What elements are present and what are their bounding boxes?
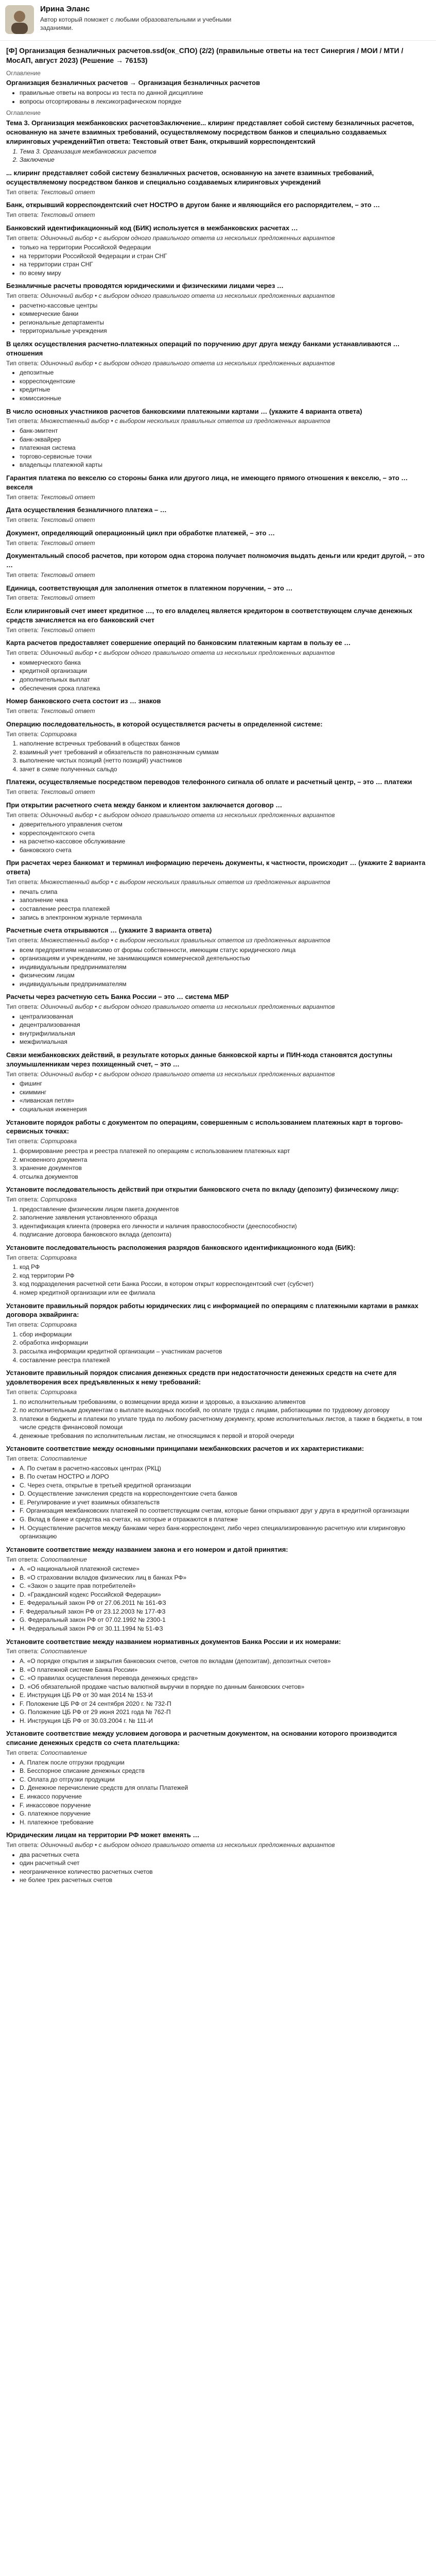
answer-option: • скимминг [20, 1088, 430, 1097]
answer-option: 2. заполнение заявления установленного образца [20, 1213, 430, 1222]
answer-option: 1. сбор информации [20, 1330, 430, 1339]
question-text: Установите соответствие между названием закона и его номером и датой принятия: [6, 1545, 288, 1553]
answer-option: • децентрализованная [20, 1021, 430, 1029]
question-block [6, 407, 430, 469]
answer-option: • В. «О платежной системе Банка России» [20, 1666, 430, 1674]
toc-caption: Оглавление [6, 69, 41, 77]
answer-type [6, 571, 430, 580]
question-text: Безналичные расчеты проводятся юридическими и физическими лицами через … [6, 282, 284, 290]
answer-options [6, 820, 430, 854]
answer-options [6, 1464, 430, 1541]
answer-option: • по всему миру [20, 269, 430, 278]
answer-option: • неограниченное количество расчетных счетов [20, 1868, 430, 1876]
answer-type [6, 1388, 430, 1397]
question-block [6, 1118, 430, 1181]
answer-option: • кредитные [20, 385, 430, 394]
question-block [6, 168, 430, 196]
answer-option: • индивидуальным предпринимателям [20, 963, 430, 972]
answer-type-value: Сортировка [40, 1321, 77, 1329]
answer-type-value: Сортировка [40, 1138, 77, 1145]
toc-list-item[interactable]: 1. Тема 3. Организация межбанковских расчетов [20, 147, 430, 156]
question-text: При открытии расчетного счета между банком и клиентом заключается договор … [6, 801, 283, 809]
question-text: Номер банковского счета состоит из … знаков [6, 697, 161, 705]
answer-option: 4. номер кредитной организации или ее филиала [20, 1289, 430, 1297]
answer-option: • E. Регулирование и учет взаимных обязательств [20, 1498, 430, 1507]
question-text: Установите соответствие между условием договора и расчетным документом, на основании которого производится списание денежных средств со счета плательщика: [6, 1730, 397, 1747]
answer-option: 2. взаимный учет требований и обязательств по равнозначным суммам [20, 748, 430, 757]
answer-option: • С. «Закон о защите прав потребителей» [20, 1582, 430, 1590]
answer-option: • обеспечения срока платежа [20, 684, 430, 693]
answer-type-value: Сортировка [40, 730, 77, 738]
question-block [6, 1185, 430, 1239]
question-text: Установите правильный порядок работы юридических лиц с информацией по операциям с платежными картами в рамках договора эквайринга: [6, 1301, 418, 1319]
answer-option: • дополнительных выплат [20, 675, 430, 684]
answer-option: 3. платежи в бюджеты и платежи по уплате труда по любому расчетному документу, кроме исполнительных листов, а также в бюджеты, в том числе средств финансовой помощи [20, 1415, 430, 1432]
answer-type-value: Текстовый ответ [40, 493, 95, 501]
answer-options [6, 1330, 430, 1364]
answer-option: 4. подписание договора банковского вклада (депозита) [20, 1230, 430, 1239]
answer-type-value: Одиночный выбор • с выбором одного правильного ответа из нескольких предложенных вариантов [40, 1070, 335, 1078]
answer-type-value: Текстовый ответ [40, 594, 95, 602]
answer-option: • В. Бесспорное списание денежных средств [20, 1767, 430, 1775]
answer-option: • расчетно-кассовые центры [20, 301, 430, 310]
question-block [6, 505, 430, 524]
answer-type-value: Текстовый ответ [40, 539, 95, 547]
answer-option: • кредитной организации [20, 667, 430, 675]
toc-list-item[interactable]: • правильные ответы на вопросы из теста по данной дисциплине [20, 89, 430, 97]
answer-options [6, 1012, 430, 1046]
answer-option: 2. код территории РФ [20, 1272, 430, 1280]
answer-type [6, 730, 430, 739]
answer-option: • С. «О правилах осуществления перевода денежных средств» [20, 1674, 430, 1683]
question-text: Расчеты через расчетную сеть Банка России – это … система МБР [6, 993, 229, 1001]
question-block [6, 281, 430, 335]
answer-type [6, 788, 430, 796]
answer-type-value: Сопоставление [40, 1555, 87, 1563]
answer-option: • G. Вклад в банке и средства на счетах, на которые и отражаются в платеже [20, 1515, 430, 1524]
answer-option: • E. инкассо поручение [20, 1792, 430, 1801]
question-block [6, 224, 430, 278]
answer-option: • только на территории Российской Федерации [20, 243, 430, 252]
answer-option: 1. наполнение встречных требований в обществах банков [20, 739, 430, 748]
answer-option: 4. отсылка документов [20, 1173, 430, 1181]
answer-type-label: Тип ответа: [6, 359, 41, 367]
question-block [6, 1729, 430, 1826]
question-block [6, 529, 430, 547]
answer-option: 1. формирование реестра и реестра платежей по операциям с использованием платежных карт [20, 1147, 430, 1156]
answer-type [6, 1003, 430, 1011]
answer-type [6, 1137, 430, 1146]
answer-option: • комиссионные [20, 394, 430, 403]
answer-options [6, 1851, 430, 1885]
question-text: Платежи, осуществляемые посредством переводов телефонного сигнала об оплате и расчетный центр, – это … платежи [6, 778, 412, 786]
document-title: [Ф] Организация безналичных расчетов.ssd(ок_СПО) (2/2) (правильные ответы на тест Синергия / МОИ / МТИ / МосАП, август 2023) (Решение → 76153) [6, 46, 404, 65]
answer-option: • E. Федеральный закон РФ от 27.06.2011 № 161-ФЗ [20, 1599, 430, 1607]
answer-option: • два расчетных счета [20, 1851, 430, 1859]
answer-type [6, 936, 430, 945]
answer-options [6, 368, 430, 402]
answer-type-value: Множественный выбор • с выбором нескольких правильных ответов из предложенных вариантов [40, 878, 330, 886]
answer-option: • территориальные учреждения [20, 327, 430, 335]
answer-option: 2. по исполнительным документам о выплате выходных пособий, по оплате труда с лицами, работающими по трудовому договору [20, 1406, 430, 1415]
answer-option: • банк-эквайрер [20, 435, 430, 444]
answer-type-label: Тип ответа: [6, 516, 41, 524]
answer-option: • коммерческого банка [20, 658, 430, 667]
answer-option: • на расчетно-кассовое обслуживание [20, 837, 430, 846]
question-text: Карта расчетов предоставляет совершение операций по банковским платежным картам в пользу ее … [6, 639, 351, 647]
toc-section-title[interactable]: Тема 3. Организация межбанковских расчетовЗаключение... клиринг представляет собой систему безналичных расчетов, основанную на зачете взаимных требований, осуществляемому посредством банков и специально создаваемых клиринговых учрежденийТип ответа: Текстовый ответ Банк, открывший корреспондентский [6, 118, 414, 145]
answer-type-label: Тип ответа: [6, 1321, 41, 1329]
question-text: Если клиринговый счет имеет кредитное …, то его владелец является кредитором в соответствующем случае денежных средств зачисляется на его банковский счет [6, 607, 412, 624]
answer-option: • корреспондентские [20, 377, 430, 386]
answer-options [6, 1657, 430, 1725]
answer-type-value: Одиночный выбор • с выбором одного правильного ответа из нескольких предложенных вариантов [40, 811, 335, 819]
answer-option: • на территории Российской Федерации и стран СНГ [20, 252, 430, 261]
question-text: Установите правильный порядок списания денежных средств при недостаточности денежных средств на счете для удовлетворения всех предъявленных к нему требований: [6, 1369, 397, 1386]
answer-option: 1. предоставление физическим лицом пакета документов [20, 1205, 430, 1214]
question-block [6, 473, 430, 501]
answer-type [6, 493, 430, 502]
question-block [6, 858, 430, 922]
question-block [6, 606, 430, 634]
answer-type-label: Тип ответа: [6, 571, 41, 579]
answer-option: 4. составление реестра платежей [20, 1356, 430, 1365]
answer-option: • С. Через счета, открытые в третьей кредитной организации [20, 1481, 430, 1490]
answer-options [6, 243, 430, 277]
answer-option: • на территории стран СНГ [20, 260, 430, 269]
question-block [6, 340, 430, 403]
answer-type [6, 1454, 430, 1463]
question-block [6, 1243, 430, 1297]
answer-type [6, 707, 430, 716]
answer-options [6, 1147, 430, 1181]
answer-type-label: Тип ответа: [6, 649, 41, 657]
answer-type-label: Тип ответа: [6, 1138, 41, 1145]
question-text: Документальный способ расчетов, при котором одна сторона получает полномочия выдать деньги или кредит другой, – это … [6, 552, 425, 569]
answer-option: • организациям и учреждениям, не занимающимся коммерческой деятельностью [20, 954, 430, 963]
answer-options [6, 427, 430, 469]
answer-type-value: Одиночный выбор • с выбором одного правильного ответа из нескольких предложенных вариантов [40, 359, 335, 367]
answer-type [6, 516, 430, 524]
answer-option: • H. Инструкция ЦБ РФ от 30.03.2004 г. № 111-И [20, 1717, 430, 1725]
answer-type-value: Сопоставление [40, 1455, 87, 1463]
answer-option: • В. «О страховании вкладов физических лиц в банках РФ» [20, 1573, 430, 1582]
toc-list-item[interactable]: • вопросы отсортированы в лексикографическом порядке [20, 97, 430, 106]
answer-option: • корреспондентского счета [20, 829, 430, 838]
answer-type [6, 1749, 430, 1757]
answer-option: • H. Осуществление расчетов между банками через банк-корреспондент, либо через специализированную расчетную или клиринговую организацию [20, 1524, 430, 1541]
toc-section-title[interactable]: Организация безналичных расчетов → Организация безналичных расчетов [6, 79, 260, 87]
question-text: Расчетные счета открываются … (укажите 3 варианта ответа) [6, 926, 212, 935]
answer-type-label: Тип ответа: [6, 211, 41, 219]
answer-type [6, 626, 430, 635]
answer-type-value: Текстовый ответ [40, 211, 95, 219]
answer-option: • печать слипа [20, 888, 430, 896]
answer-option: • E. Инструкция ЦБ РФ от 30 мая 2014 № 153-И [20, 1691, 430, 1700]
question-block [6, 1637, 430, 1725]
question-block [6, 697, 430, 715]
answer-options [6, 1398, 430, 1440]
answer-option: • F. инкассовое поручение [20, 1801, 430, 1810]
answer-option: • региональные департаменты [20, 318, 430, 327]
answer-type-value: Одиночный выбор • с выбором одного правильного ответа из нескольких предложенных вариантов [40, 292, 335, 300]
answer-type-label: Тип ответа: [6, 707, 41, 715]
answer-type-label: Тип ответа: [6, 1070, 41, 1078]
answer-type [6, 359, 430, 368]
answer-option: • межфилиальная [20, 1038, 430, 1046]
answer-options [6, 739, 430, 773]
answer-option: • владельцы платежной карты [20, 461, 430, 469]
answer-option: • внутрифилиальная [20, 1029, 430, 1038]
answer-type-label: Тип ответа: [6, 1648, 41, 1655]
answer-type-value: Сопоставление [40, 1749, 87, 1757]
answer-type-label: Тип ответа: [6, 1455, 41, 1463]
answer-option: • физическим лицам [20, 971, 430, 980]
answer-option: • платежная система [20, 444, 430, 452]
answer-type [6, 1253, 430, 1262]
answer-type-label: Тип ответа: [6, 292, 41, 300]
question-text: В целях осуществления расчетно-платежных операций по поручению друг друга между банками устанавливаются … отношения [6, 340, 400, 357]
answer-option: • H. платежное требование [20, 1818, 430, 1827]
answer-options [6, 946, 430, 989]
answer-options [6, 301, 430, 335]
answer-option: • F. Федеральный закон РФ от 23.12.2003 № 177-ФЗ [20, 1607, 430, 1616]
question-text: Установите последовательность расположения разрядов банковского идентификационного кода (БИК): [6, 1243, 356, 1251]
question-text: В число основных участников расчетов банковскими платежными картами … (укажите 4 варианта ответа) [6, 407, 362, 415]
answer-option: 3. хранение документов [20, 1164, 430, 1173]
answer-option: 4. денежные требования по исполнительным листам, не относящимся к первой и второй очереди [20, 1432, 430, 1440]
question-block [6, 1444, 430, 1540]
answer-type [6, 188, 430, 197]
question-text: Гарантия платежа по векселю со стороны банка или другого лица, не имеющего прямого отношения к векселю, – это … векселя [6, 473, 408, 491]
question-block [6, 1545, 430, 1633]
answer-option: • H. Федеральный закон РФ от 30.11.1994 № 51-ФЗ [20, 1624, 430, 1633]
answer-type-value: Сортировка [40, 1388, 77, 1396]
question-text: Юридическим лицам на территории РФ может вменять … [6, 1831, 200, 1839]
document-content [0, 41, 436, 1890]
answer-option: • банковского счета [20, 846, 430, 855]
answer-type-value: Одиночный выбор • с выбором одного правильного ответа из нескольких предложенных вариантов [40, 234, 335, 242]
answer-type-label: Тип ответа: [6, 1388, 41, 1396]
answer-option: 4. зачет в схеме полученных сальдо [20, 765, 430, 774]
question-text: Дата осуществления безналичного платежа – … [6, 506, 167, 514]
question-block [6, 638, 430, 692]
answer-option: • F. Положение ЦБ РФ от 24 сентября 2020 г. № 732-П [20, 1700, 430, 1708]
question-text: Единица, соответствующая для заполнения отметок в платежном поручении, – это … [6, 584, 293, 592]
answer-option: • банк-эмитент [20, 427, 430, 435]
answer-type-label: Тип ответа: [6, 417, 41, 425]
answer-option: • торгово-сервисные точки [20, 452, 430, 461]
question-text: Установите соответствие между названием нормативных документов Банка России и их номерами: [6, 1637, 341, 1646]
answer-type-value: Текстовый ответ [40, 516, 95, 524]
answer-type-value: Сортировка [40, 1196, 77, 1204]
answer-option: • не более трех расчетных счетов [20, 1876, 430, 1885]
answer-type-value: Сортировка [40, 1253, 77, 1261]
answer-option: • А. «О порядке открытия и закрытия банковских счетов, счетов по вкладам (депозитам), депозитных счетов» [20, 1657, 430, 1666]
answer-type-label: Тип ответа: [6, 188, 41, 196]
answer-option: • запись в электронном журнале терминала [20, 913, 430, 922]
answer-option: • фишинг [20, 1079, 430, 1088]
answer-type [6, 1070, 430, 1079]
answer-option: • доверительного управления счетом [20, 820, 430, 829]
answer-type-value: Текстовый ответ [40, 188, 95, 196]
answer-type [6, 1647, 430, 1656]
answer-type-label: Тип ответа: [6, 594, 41, 602]
answer-type-label: Тип ответа: [6, 1003, 41, 1011]
answer-type-label: Тип ответа: [6, 626, 41, 634]
answer-option: • индивидуальным предпринимателям [20, 980, 430, 989]
answer-option: • В. По счетам НОСТРО и ЛОРО [20, 1472, 430, 1481]
answer-type-label: Тип ответа: [6, 234, 41, 242]
answer-option: 2. мгновенного документа [20, 1156, 430, 1164]
question-text: При расчетах через банкомат и терминал информацию перечень документы, к частности, происходит … (укажите 2 варианта ответа) [6, 859, 426, 876]
question-block [6, 551, 430, 579]
answer-type-label: Тип ответа: [6, 788, 41, 796]
answer-type-value: Текстовый ответ [40, 788, 95, 796]
author-name[interactable]: Ирина Эланс [40, 5, 90, 13]
answer-type-value: Текстовый ответ [40, 571, 95, 579]
question-text: ... клиринг представляет собой систему безналичных расчетов, основанную на зачете взаимных требований, осуществляемому посредством банков и специально создаваемых клиринговых учреждений [6, 168, 374, 186]
answer-options [6, 1565, 430, 1633]
answer-option: • депозитные [20, 368, 430, 377]
answer-option: • «ливанская петля» [20, 1096, 430, 1105]
answer-type [6, 1555, 430, 1564]
answer-type [6, 539, 430, 548]
answer-option: 3. код подразделения расчетной сети Банка России, в котором открыт корреспондентский счет (субсчет) [20, 1280, 430, 1289]
question-text: Установите порядок работы с документом по операциям, совершенным с использованием платежных карт в торгово-сервисных точках: [6, 1118, 403, 1136]
answer-type-value: Одиночный выбор • с выбором одного правильного ответа из нескольких предложенных вариантов [40, 1841, 335, 1849]
toc-caption: Оглавление [6, 109, 41, 117]
answer-type [6, 1841, 430, 1850]
answer-options [6, 1758, 430, 1826]
answer-option: • А. Платеж после отгрузки продукции [20, 1758, 430, 1767]
answer-options [6, 1205, 430, 1239]
answer-type [6, 1320, 430, 1329]
answer-type-label: Тип ответа: [6, 1841, 41, 1849]
question-block [6, 1301, 430, 1365]
answer-type-value: Одиночный выбор • с выбором одного правильного ответа из нескольких предложенных вариантов [40, 649, 335, 657]
answer-option: • составление реестра платежей [20, 905, 430, 913]
answer-option: 1. по исполнительным требованиям, о возмещении вреда жизни и здоровью, а взысканию алиментов [20, 1398, 430, 1406]
answer-option: • G. платежное поручение [20, 1809, 430, 1818]
question-text: Документ, определяющий операционный цикл при обработке платежей, – это … [6, 529, 275, 537]
answer-option: 3. рассылка информации кредитной организации – участникам расчетов [20, 1347, 430, 1356]
answer-type-label: Тип ответа: [6, 936, 41, 944]
answer-option: • С. Оплата до отгрузки продукции [20, 1775, 430, 1784]
answer-type-label: Тип ответа: [6, 878, 41, 886]
questions-list [6, 168, 430, 1885]
answer-type-value: Одиночный выбор • с выбором одного правильного ответа из нескольких предложенных вариантов [40, 1003, 335, 1011]
question-block [6, 926, 430, 988]
avatar-photo-icon [5, 5, 34, 34]
answer-type-value: Множественный выбор • с выбором нескольких правильных ответов из предложенных вариантов [40, 936, 330, 944]
answer-type [6, 649, 430, 657]
question-text: Банковский идентификационный код (БИК) используется в межбанковских расчетах … [6, 224, 298, 232]
answer-option: • социальная инженерия [20, 1105, 430, 1114]
question-block [6, 1050, 430, 1114]
answer-type-label: Тип ответа: [6, 730, 41, 738]
answer-option: • G. Федеральный закон РФ от 07.02.1992 № 2300-1 [20, 1616, 430, 1624]
author-description: Автор который поможет с любыми образовательными и учебными заданиями. [40, 16, 232, 32]
answer-type-value: Множественный выбор • с выбором нескольких правильных ответов из предложенных вариантов [40, 417, 330, 425]
toc-list [6, 89, 430, 106]
question-text: Операцию последовательность, в которой осуществляется расчеты в определенной системе: [6, 720, 323, 728]
toc-list-item[interactable]: 2. Заключение [20, 156, 430, 164]
answer-type-label: Тип ответа: [6, 1749, 41, 1757]
question-text: Связи межбанковских действий, в результате которых данные банковской карты и ПИН-кода становятся доступны злоумышленникам через похищенный счет, – это … [6, 1050, 393, 1068]
answer-type [6, 594, 430, 602]
question-block [6, 1368, 430, 1440]
answer-type [6, 878, 430, 887]
question-block [6, 200, 430, 219]
answer-option: 3. идентификация клиента (проверка его личности и наличия правоспособности (дееспособности) [20, 1222, 430, 1231]
answer-option: • коммерческие банки [20, 310, 430, 318]
answer-options [6, 658, 430, 692]
table-of-contents [6, 69, 430, 164]
answer-type-label: Тип ответа: [6, 493, 41, 501]
answer-option: • один расчетный счет [20, 1859, 430, 1868]
answer-type-value: Текстовый ответ [40, 707, 95, 715]
answer-type-label: Тип ответа: [6, 1555, 41, 1563]
answer-type [6, 234, 430, 243]
answer-option: 1. код РФ [20, 1263, 430, 1272]
answer-option: • централизованная [20, 1012, 430, 1021]
answer-type [6, 1195, 430, 1204]
question-block [6, 584, 430, 602]
toc-list [6, 147, 430, 164]
answer-option: 3. выполнение чистых позиций (нетто позиций) участников [20, 756, 430, 765]
answer-type-label: Тип ответа: [6, 539, 41, 547]
answer-option: • заполнение чека [20, 896, 430, 905]
author-avatar[interactable] [5, 5, 34, 34]
question-text: Установите соответствие между основными принципами межбанковских расчетов и их характеристиками: [6, 1445, 364, 1453]
answer-type [6, 811, 430, 820]
answer-type-value: Сопоставление [40, 1648, 87, 1655]
answer-options [6, 1263, 430, 1297]
answer-option: • G. Положение ЦБ РФ от 29 июня 2021 года № 762-П [20, 1708, 430, 1717]
answer-options [6, 888, 430, 922]
answer-option: • D. «Гражданский кодекс Российской Федерации» [20, 1590, 430, 1599]
question-block [6, 777, 430, 796]
answer-option: • D. «Об обязательной продаже частью валютной выручки в порядке по данным банковских счетов» [20, 1683, 430, 1691]
answer-type-label: Тип ответа: [6, 1253, 41, 1261]
question-block [6, 992, 430, 1046]
answer-option: • D. Денежное перечисление средств для оплаты Платежей [20, 1784, 430, 1792]
answer-type-value: Текстовый ответ [40, 626, 95, 634]
answer-option: • А. «О национальной платежной системе» [20, 1565, 430, 1573]
question-text: Установите последовательность действий при открытии банковского счета по вкладу (депозиту) физическому лицу: [6, 1185, 399, 1194]
answer-option: • D. Осуществление зачисления средств на корреспондентские счета банков [20, 1489, 430, 1498]
answer-option: • всем предприятиям независимо от формы собственности, имеющим статус юридического лица [20, 946, 430, 955]
answer-option: • А. По счетам в расчетно-кассовых центрах (РКЦ) [20, 1464, 430, 1473]
answer-option: 2. обработка информации [20, 1338, 430, 1347]
answer-type-label: Тип ответа: [6, 811, 41, 819]
answer-type [6, 292, 430, 300]
answer-type [6, 211, 430, 219]
answer-options [6, 1079, 430, 1113]
question-text: Банк, открывший корреспондентский счет НОСТРО в другом банке и являющийся его распорядителем, – это … [6, 201, 380, 209]
question-block [6, 801, 430, 855]
question-block [6, 1831, 430, 1885]
author-header [0, 0, 436, 41]
answer-type-label: Тип ответа: [6, 1196, 41, 1204]
answer-option: • F. Организация межбанковских платежей по соответствующим счетам, которые банки открывают друг у друга в кредитной организации [20, 1506, 430, 1515]
answer-type [6, 417, 430, 426]
question-block [6, 720, 430, 774]
